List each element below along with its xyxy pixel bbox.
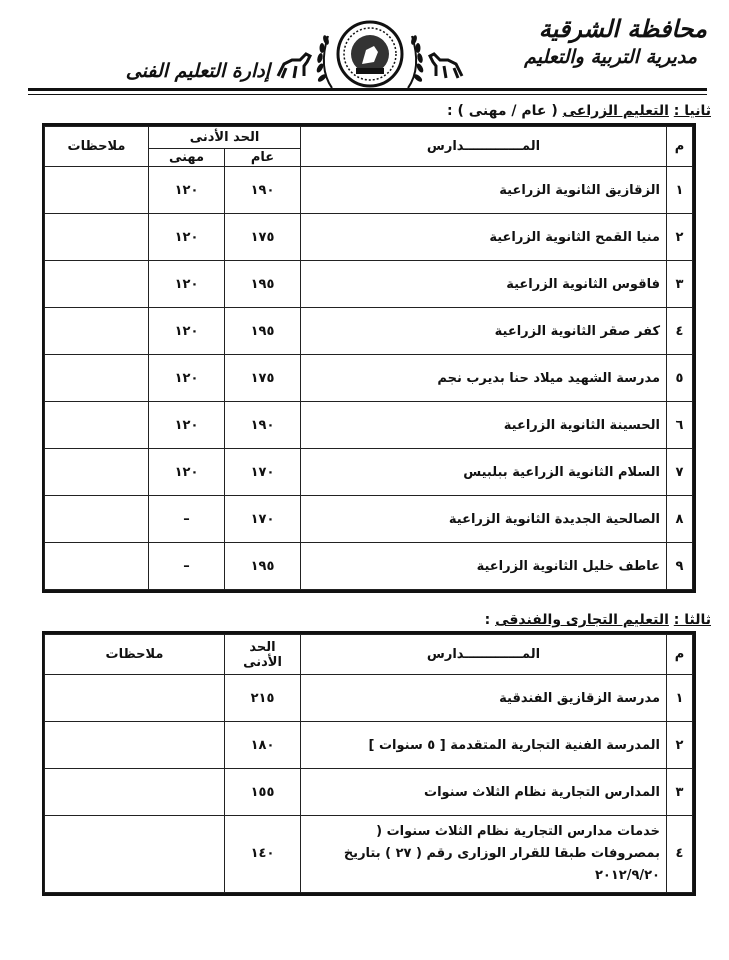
row-number: ٥ <box>667 355 693 402</box>
school-name: المدرسة الفنية التجارية المتقدمة [ ٥ سنوات ] <box>301 722 667 769</box>
table-row <box>45 675 693 722</box>
horse-icon-right <box>430 54 462 78</box>
notes-cell <box>45 816 225 893</box>
row-number: ٢ <box>667 214 693 261</box>
row-number: ١ <box>667 167 693 214</box>
min-general: ١٧٠ <box>225 496 301 543</box>
min-score: ١٥٥ <box>225 769 301 816</box>
table-row <box>45 722 693 769</box>
horse-icon-left <box>278 54 310 78</box>
table-row <box>45 496 693 543</box>
min-vocational: ١٢٠ <box>149 449 225 496</box>
row-number: ٦ <box>667 402 693 449</box>
notes-cell <box>45 722 225 769</box>
table-row <box>45 449 693 496</box>
notes-cell <box>45 261 149 308</box>
table-row <box>45 261 693 308</box>
notes-cell <box>45 167 149 214</box>
min-general: ١٧٠ <box>225 449 301 496</box>
school-name: مدرسة الزقازيق الفندقية <box>301 675 667 722</box>
col-header-num: م <box>667 127 693 167</box>
notes-cell <box>45 402 149 449</box>
col-header-school: المـــــــــــــدارس <box>301 635 667 675</box>
table-row <box>45 543 693 590</box>
school-name: المدارس التجارية نظام الثلاث سنوات <box>301 769 667 816</box>
table-row <box>45 402 693 449</box>
min-vocational: ١٢٠ <box>149 214 225 261</box>
row-number: ٩ <box>667 543 693 590</box>
section3-title-main: التعليم التجارى والفندقى <box>495 612 669 628</box>
row-number: ٤ <box>667 308 693 355</box>
col-header-min: الحد الأدنى <box>149 127 301 149</box>
school-name: الصالحية الجديدة الثانوية الزراعية <box>301 496 667 543</box>
school-name: عاطف خليل الثانوية الزراعية <box>301 543 667 590</box>
school-name: منيا القمح الثانوية الزراعية <box>301 214 667 261</box>
school-name: الزقازيق الثانوية الزراعية <box>301 167 667 214</box>
min-general: ١٧٥ <box>225 355 301 402</box>
min-vocational: ١٢٠ <box>149 261 225 308</box>
col-header-school: المـــــــــــــدارس <box>301 127 667 167</box>
row-number: ١ <box>667 675 693 722</box>
header-rule-thick <box>28 88 707 91</box>
min-vocational: ١٢٠ <box>149 167 225 214</box>
min-vocational: ١٢٠ <box>149 355 225 402</box>
school-name: خدمات مدارس التجارية نظام الثلاث سنوات ( بمصروفات طبقا للقرار الوزارى رقم ( ٢٧ ) بتاريخ ٢٠١٢/٩/٢٠ <box>301 816 667 893</box>
min-general: ١٧٥ <box>225 214 301 261</box>
commercial-table <box>42 631 696 896</box>
col-header-min: الحد الأدنى <box>225 635 301 675</box>
table-row <box>45 769 693 816</box>
row-number: ٢ <box>667 722 693 769</box>
row-number: ٨ <box>667 496 693 543</box>
section2-title-main: التعليم الزراعى <box>562 103 669 119</box>
notes-cell <box>45 496 149 543</box>
notes-cell <box>45 355 149 402</box>
school-name: فاقوس الثانوية الزراعية <box>301 261 667 308</box>
laurel-left-icon <box>315 34 332 88</box>
col-header-num: م <box>667 635 693 675</box>
notes-cell <box>45 214 149 261</box>
notes-cell <box>45 543 149 590</box>
table-row <box>45 167 693 214</box>
notes-cell <box>45 769 225 816</box>
seal-icon <box>338 22 402 86</box>
notes-cell <box>45 308 149 355</box>
min-score: ١٤٠ <box>225 816 301 893</box>
min-score: ٢١٥ <box>225 675 301 722</box>
table-row <box>45 308 693 355</box>
emblem-logo <box>270 18 470 94</box>
min-vocational: – <box>149 543 225 590</box>
notes-cell <box>45 449 149 496</box>
letterhead-right <box>507 14 707 70</box>
min-general: ١٩٥ <box>225 543 301 590</box>
min-general: ١٩٠ <box>225 402 301 449</box>
row-number: ٣ <box>667 769 693 816</box>
row-number: ٣ <box>667 261 693 308</box>
col-header-notes: ملاحظات <box>45 127 149 167</box>
directorate-name: مديرية التربية والتعليم <box>524 46 697 68</box>
min-general: ١٩٥ <box>225 261 301 308</box>
min-vocational: ١٢٠ <box>149 308 225 355</box>
section2-title-suffix: ( عام / مهنى ) : <box>446 103 558 119</box>
governorate-name: محافظة الشرقية <box>538 14 707 43</box>
laurel-right-icon <box>408 34 425 88</box>
col-header-general: عام <box>225 149 301 167</box>
table-row <box>45 214 693 261</box>
min-score: ١٨٠ <box>225 722 301 769</box>
school-name: السلام الثانوية الزراعية ببلبيس <box>301 449 667 496</box>
min-general: ١٩٥ <box>225 308 301 355</box>
table-row <box>45 816 693 893</box>
department-name: إدارة التعليم الفنى <box>125 60 270 82</box>
notes-cell <box>45 675 225 722</box>
header-rule-thin <box>28 94 707 95</box>
agricultural-table <box>42 123 696 593</box>
col-header-vocational: مهنى <box>149 149 225 167</box>
section2-title <box>21 102 711 120</box>
row-number: ٤ <box>667 816 693 893</box>
col-header-notes: ملاحظات <box>45 635 225 675</box>
min-vocational: – <box>149 496 225 543</box>
table-row <box>45 355 693 402</box>
school-name: كفر صقر الثانوية الزراعية <box>301 308 667 355</box>
section3-title-suffix: : <box>484 612 491 628</box>
section3-title-prefix: ثالثا : <box>673 612 711 628</box>
min-general: ١٩٠ <box>225 167 301 214</box>
row-number: ٧ <box>667 449 693 496</box>
school-name: مدرسة الشهيد ميلاد حنا بديرب نجم <box>301 355 667 402</box>
section2-title-prefix: ثانيا : <box>673 103 711 119</box>
school-name: الحسينة الثانوية الزراعية <box>301 402 667 449</box>
section3-title <box>21 611 711 629</box>
min-vocational: ١٢٠ <box>149 402 225 449</box>
